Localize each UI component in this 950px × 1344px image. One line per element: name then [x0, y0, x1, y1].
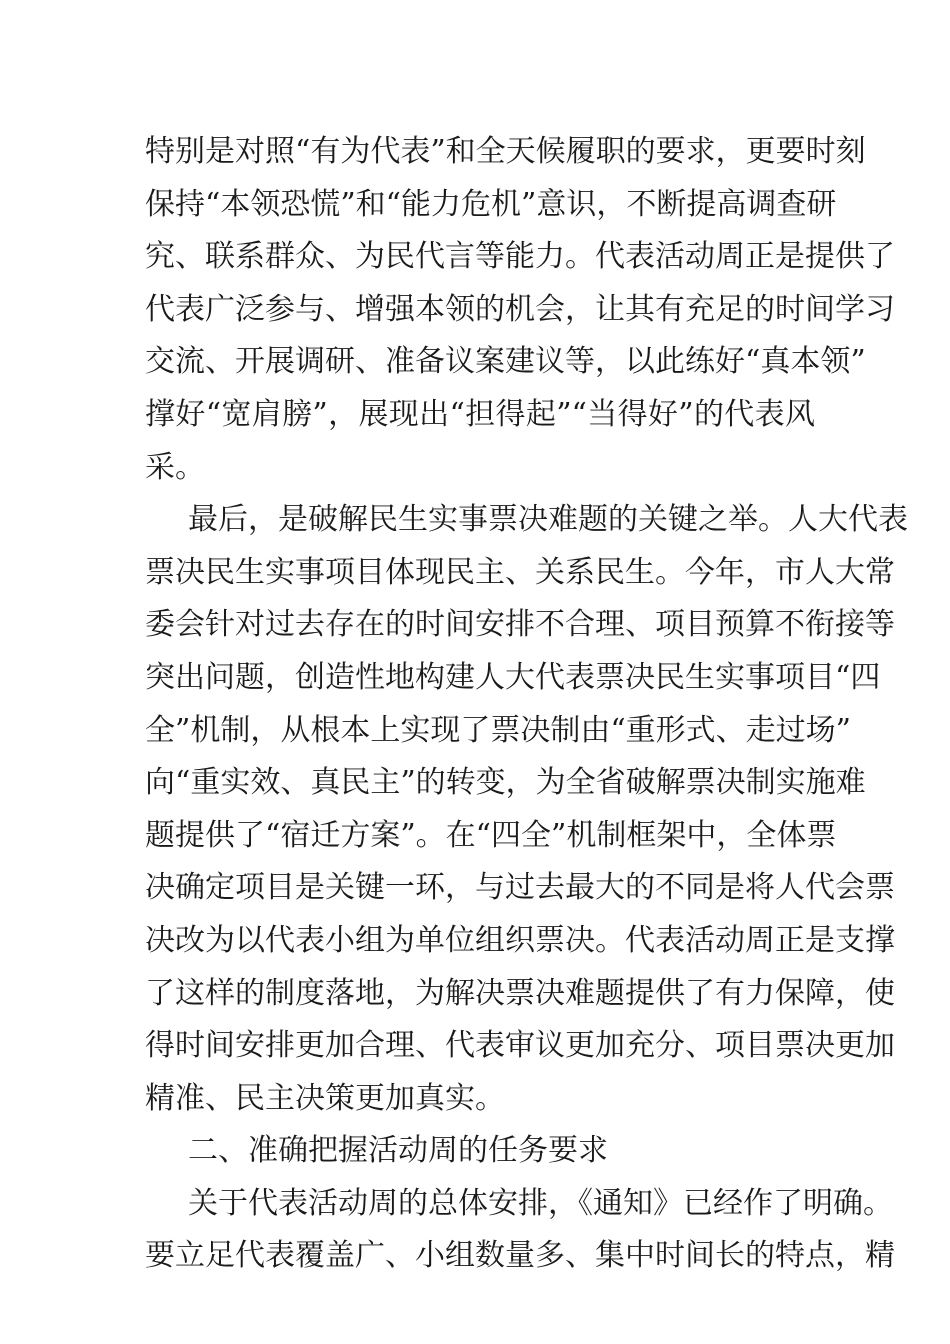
- paragraph-line: 委会针对过去存在的时间安排不合理、项目预算不衔接等: [145, 607, 895, 643]
- paragraph-line: 究、联系群众、为民代言等能力。代表活动周正是提供了: [145, 239, 895, 275]
- paragraph-continuation: [145, 126, 895, 494]
- paragraph-line: 全”机制，从根本上实现了票决制由“重形式、走过场”: [145, 712, 852, 748]
- paragraph-line: 特别是对照“有为代表”和全天候履职的要求，更要时刻: [145, 134, 866, 169]
- paragraph-finally: [145, 494, 908, 1125]
- paragraph-line: 代表广泛参与、增强本领的机会，让其有充足的时间学习: [145, 291, 895, 327]
- paragraph-line: 关于代表活动周的总体安排，《通知》已经作了明确。: [188, 1185, 893, 1221]
- paragraph-line: 了这样的制度落地，为解决票决难题提供了有力保障，使: [145, 975, 895, 1011]
- paragraph-line: 保持“本领恐慌”和“能力危机”意识，不断提高调查研: [145, 186, 837, 222]
- paragraph-line: 决确定项目是关键一环，与过去最大的不同是将人代会票: [145, 870, 895, 906]
- paragraph-line: 精准、民主决策更加真实。: [145, 1080, 505, 1116]
- document-body: [145, 126, 908, 1283]
- paragraph-line: 交流、开展调研、准备议案建议等，以此练好“真本领”: [145, 344, 866, 380]
- paragraph-line: 得时间安排更加合理、代表审议更加充分、项目票决更加: [145, 1028, 895, 1064]
- paragraph-line: 向“重实效、真民主”的转变，为全省破解票决制实施难: [145, 765, 866, 801]
- paragraph-line: 撑好“宽肩膀”，展现出“担得起”“当得好”的代表风: [145, 396, 815, 432]
- paragraph-line: 最后，是破解民生实事票决难题的关键之举。人大代表: [188, 502, 908, 538]
- paragraph-line: 采。: [145, 449, 205, 485]
- paragraph-arrangement: [145, 1178, 895, 1283]
- paragraph-line: 要立足代表覆盖广、小组数量多、集中时间长的特点，精: [145, 1238, 895, 1274]
- paragraph-line: 题提供了“宿迁方案”。在“四全”机制框架中，全体票: [145, 817, 837, 853]
- paragraph-line: 突出问题，创造性地构建人大代表票决民生实事项目“四: [145, 659, 881, 695]
- section-heading: 二、准确把握活动周的任务要求: [188, 1133, 608, 1169]
- paragraph-line: 决改为以代表小组为单位组织票决。代表活动周正是支撑: [145, 922, 895, 958]
- paragraph-line: 票决民生实事项目体现民主、关系民生。今年，市人大常: [145, 554, 895, 590]
